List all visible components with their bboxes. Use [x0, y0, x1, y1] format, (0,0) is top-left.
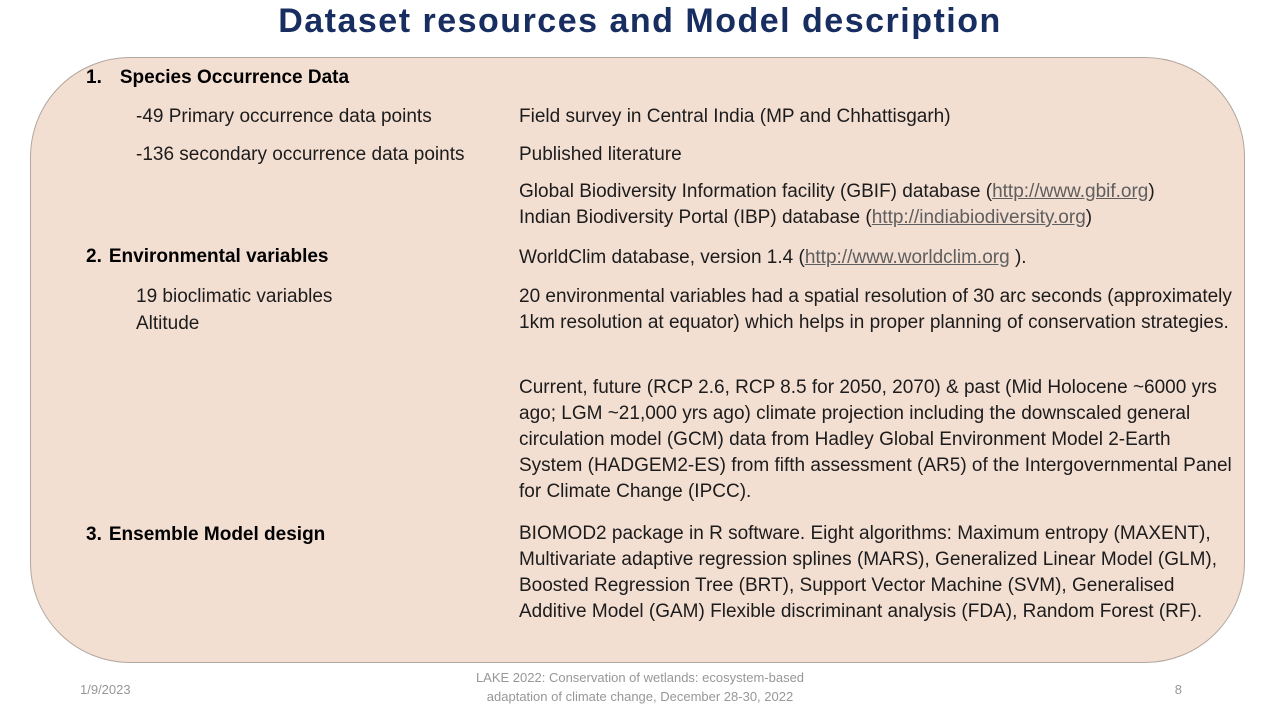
gbif-line-prefix: Global Biodiversity Information facility (GBIF) database (: [519, 181, 993, 202]
footer-conference-line2: adaptation of climate change, December 28-30, 2022: [486, 689, 794, 704]
ibp-line-suffix: ): [1085, 207, 1093, 228]
section-1-heading-label: Species Occurrence Data: [119, 67, 350, 88]
worldclim-line-prefix: WorldClim database, version 1.4 (: [519, 247, 805, 268]
databases-text: [519, 179, 1237, 231]
altitude-label: Altitude: [136, 313, 200, 334]
ibp-link[interactable]: http://indiabiodiversity.org: [871, 207, 1086, 228]
content-panel: [30, 57, 1245, 663]
section-2-number: 2.: [86, 246, 102, 267]
ibp-line: [519, 205, 1237, 231]
published-literature-text: Published literature: [519, 144, 682, 165]
climate-projection-paragraph: Current, future (RCP 2.6, RCP 8.5 for 2050, 2070) & past (Mid Holocene ~6000 yrs ago; LGM ~21,000 yrs ago) climate projection including the downscaled general circulation model (GCM) data from Hadley Global Environment Model 2-Earth System (HADGEM2-ES) from fifth assessment (AR5) of the Intergovernmental Panel for Climate Change (IPCC).: [519, 377, 1232, 502]
worldclim-line-suffix: ).: [1009, 247, 1027, 268]
slide-title: Dataset resources and Model description: [278, 2, 1002, 40]
section-3-heading: [86, 523, 325, 547]
resolution-paragraph: 20 environmental variables had a spatial resolution of 30 arc seconds (approximately 1km resolution at equator) which helps in proper planning of conservation strategies.: [519, 286, 1232, 333]
ensemble-model-paragraph: BIOMOD2 package in R software. Eight algorithms: Maximum entropy (MAXENT), Multivariate adaptive regression splines (MARS), Generalized Linear Model (GLM), Boosted Regression Tree (BRT), Support Vector Machine (SVM), Generalised Additive Model (GAM) Flexible discriminant analysis (FDA), Random Forest (RF).: [519, 523, 1218, 622]
field-survey-text: Field survey in Central India (MP and Chhattisgarh): [519, 106, 951, 127]
section-1-heading: [86, 66, 349, 90]
secondary-points-label: -136 secondary occurrence data points: [136, 144, 465, 165]
section-3-number: 3.: [86, 524, 102, 545]
footer-date: 1/9/2023: [80, 682, 131, 697]
worldclim-link[interactable]: http://www.worldclim.org: [804, 247, 1010, 268]
ibp-line-prefix: Indian Biodiversity Portal (IBP) database (: [519, 207, 872, 228]
worldclim-line: [519, 245, 1237, 271]
section-3-heading-label: Ensemble Model design: [108, 524, 326, 545]
section-2-heading: [86, 245, 329, 269]
footer-page-number: 8: [1174, 682, 1182, 697]
primary-points-label: -49 Primary occurrence data points: [136, 106, 432, 127]
section-2-heading-label: Environmental variables: [108, 246, 329, 267]
gbif-line: [519, 179, 1237, 205]
section-1-number: 1.: [86, 67, 102, 88]
footer-conference: [440, 668, 840, 706]
footer-conference-line1: LAKE 2022: Conservation of wetlands: ecosystem-based: [475, 670, 805, 685]
gbif-line-suffix: ): [1148, 181, 1155, 202]
bioclimatic-variables-label: 19 bioclimatic variables: [136, 286, 333, 307]
gbif-link[interactable]: http://www.gbif.org: [992, 181, 1149, 202]
